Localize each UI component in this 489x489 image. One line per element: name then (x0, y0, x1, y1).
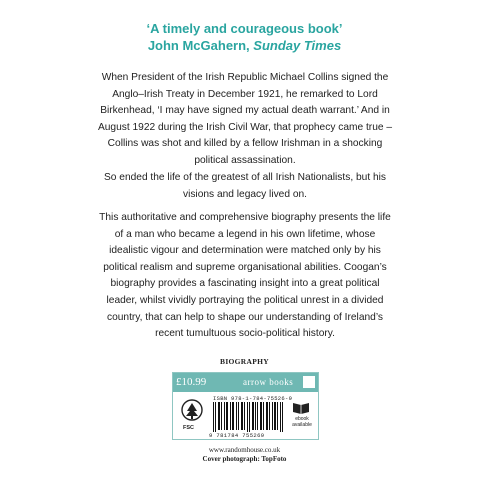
publisher-name: arrow books (243, 377, 294, 387)
price: £10.99 (176, 376, 207, 388)
quote-attribution (0, 37, 489, 54)
review-quote (0, 20, 489, 54)
blurb-paragraph-2: So ended the life of the greatest of all Irish Nationalists, but his visions and legacy lived on. (103, 172, 387, 200)
ebook-label: ebook available (292, 416, 312, 428)
blurb-paragraph-3: This authoritative and comprehensive biography presents the life of a man who became a legend in his own lifetime, whose idealistic vigour and determination were matched only by his political realism and supreme organisational abilities. Coogan’s biography provides a fascinating insight into a great political leader, whilst vividly portraying the political unrest in a divided country, that can help to shape our understanding of Ireland’s recent tumultuous socio-political history. (99, 212, 391, 340)
quote-source: Sunday Times (253, 38, 342, 53)
cover-credit: Cover photograph: TopFoto (202, 454, 287, 463)
blurb-paragraph-1: When President of the Irish Republic Michael Collins signed the Anglo–Irish Treaty in December 1921, he remarked to Lord Birkenhead, ‘I may have signed my actual death warrant.’ And in August 1922 during the Irish Civil War, that prophecy came true – Collins was shot and killed by a fellow Irishman in a shocking political assassination. (97, 72, 393, 166)
barcode-panel (172, 372, 319, 440)
quote-text: ‘A timely and courageous book’ (146, 21, 343, 36)
publisher-url: www.randomhouse.co.uk (208, 446, 281, 454)
price-bar (173, 373, 318, 392)
isbn: ISBN 978-1-784-75526-9 (213, 395, 293, 402)
ebook-icon (291, 400, 311, 414)
fsc-label: FSC (183, 425, 194, 431)
quote-author: John McGahern, (147, 38, 254, 53)
barcode-icon (213, 402, 283, 432)
footer (0, 446, 489, 463)
genre-label: BIOGRAPHY (220, 357, 269, 366)
publisher-logo-box (303, 376, 315, 388)
barcode-digits: 9 781784 755269 (209, 432, 265, 439)
